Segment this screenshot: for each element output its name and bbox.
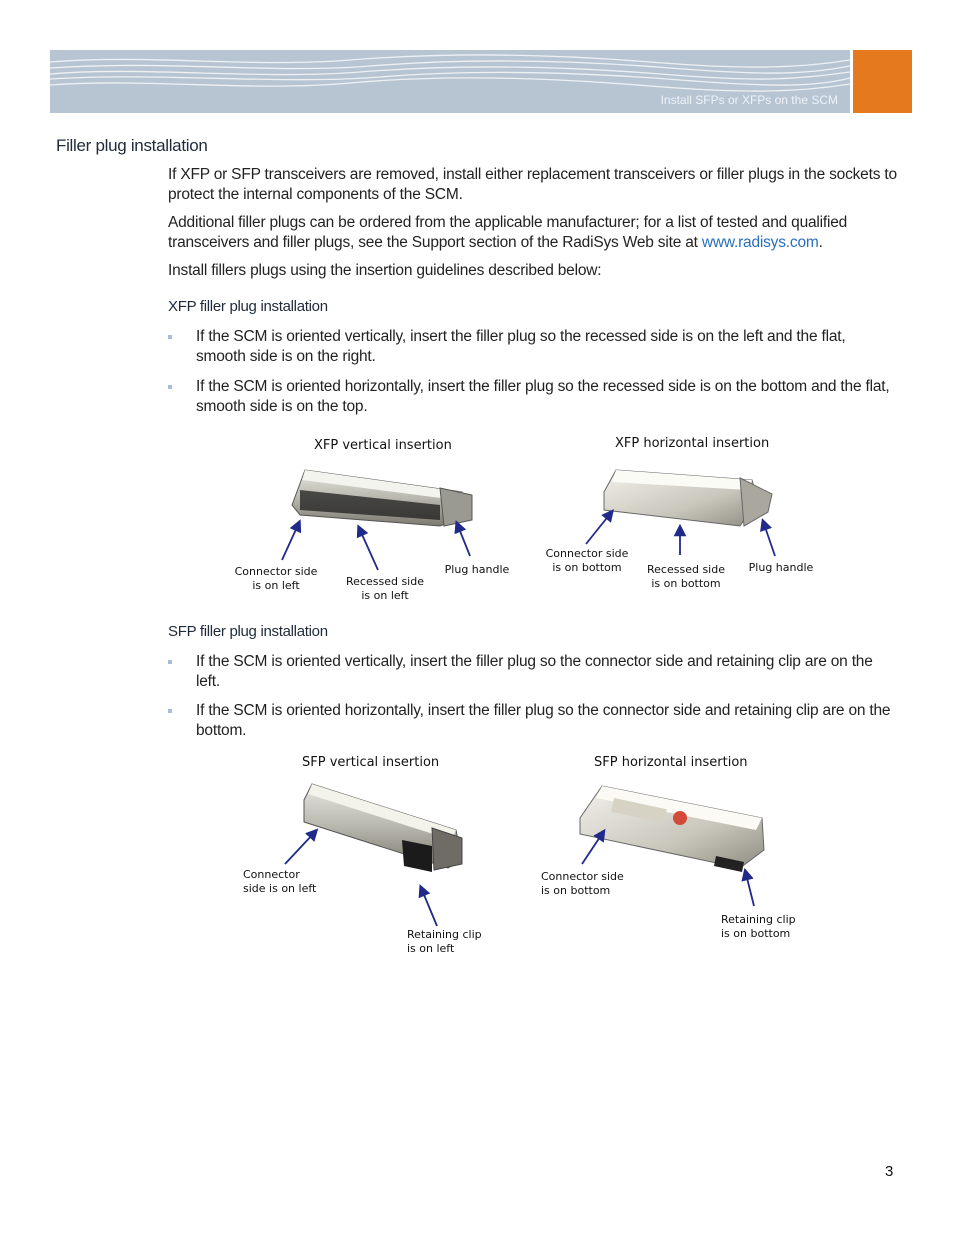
section-title: Filler plug installation	[56, 136, 208, 155]
page-number: 3	[885, 1163, 894, 1180]
xfp-vertical-module-image	[292, 470, 472, 526]
xfp-v-caption-recessed: Recessed side is on left	[346, 575, 424, 602]
sfp-vertical-module-image	[304, 784, 462, 872]
xfp-h-caption-recessed: Recessed side is on bottom	[647, 563, 725, 590]
intro-paragraph: If XFP or SFP transceivers are removed, install either replacement transceivers or filler plugs in the sockets to protect the internal components of the SCM.	[168, 166, 897, 203]
xfp-vertical-title: XFP vertical insertion	[314, 438, 452, 453]
sfp-horizontal-module-image	[580, 786, 764, 872]
radisys-link[interactable]: www.radisys.com	[701, 234, 819, 251]
sfp-v-caption-connector: Connector side is on left	[243, 868, 317, 895]
xfp-horizontal-title: XFP horizontal insertion	[615, 436, 770, 451]
sfp-v-caption-clip: Retaining clip is on left	[407, 928, 482, 955]
guidelines-paragraph: Install fillers plugs using the insertion guidelines described below:	[168, 262, 602, 279]
order-paragraph: Additional filler plugs can be ordered from the applicable manufacturer; for a list of tested and qualified transceivers and filler plugs, see the Support section of the RadiSys Web site at www.radisys.com.	[168, 214, 848, 251]
sfp-h-caption-clip: Retaining clip is on bottom	[721, 913, 796, 940]
sfp-heading: SFP filler plug installation	[168, 623, 328, 640]
sfp-h-caption-connector: Connector side is on bottom	[541, 870, 624, 897]
xfp-v-caption-handle: Plug handle	[444, 563, 510, 576]
xfp-heading: XFP filler plug installation	[168, 298, 328, 315]
banner-title: Install SFPs or XFPs on the SCM	[660, 93, 838, 107]
xfp-h-caption-handle: Plug handle	[748, 561, 814, 574]
xfp-horizontal-module-image	[604, 470, 772, 526]
xfp-h-caption-connector: Connector side is on bottom	[545, 547, 629, 574]
sfp-vertical-title: SFP vertical insertion	[302, 755, 440, 770]
sfp-horizontal-title: SFP horizontal insertion	[594, 755, 748, 770]
xfp-v-caption-connector: Connector side is on left	[234, 565, 318, 592]
